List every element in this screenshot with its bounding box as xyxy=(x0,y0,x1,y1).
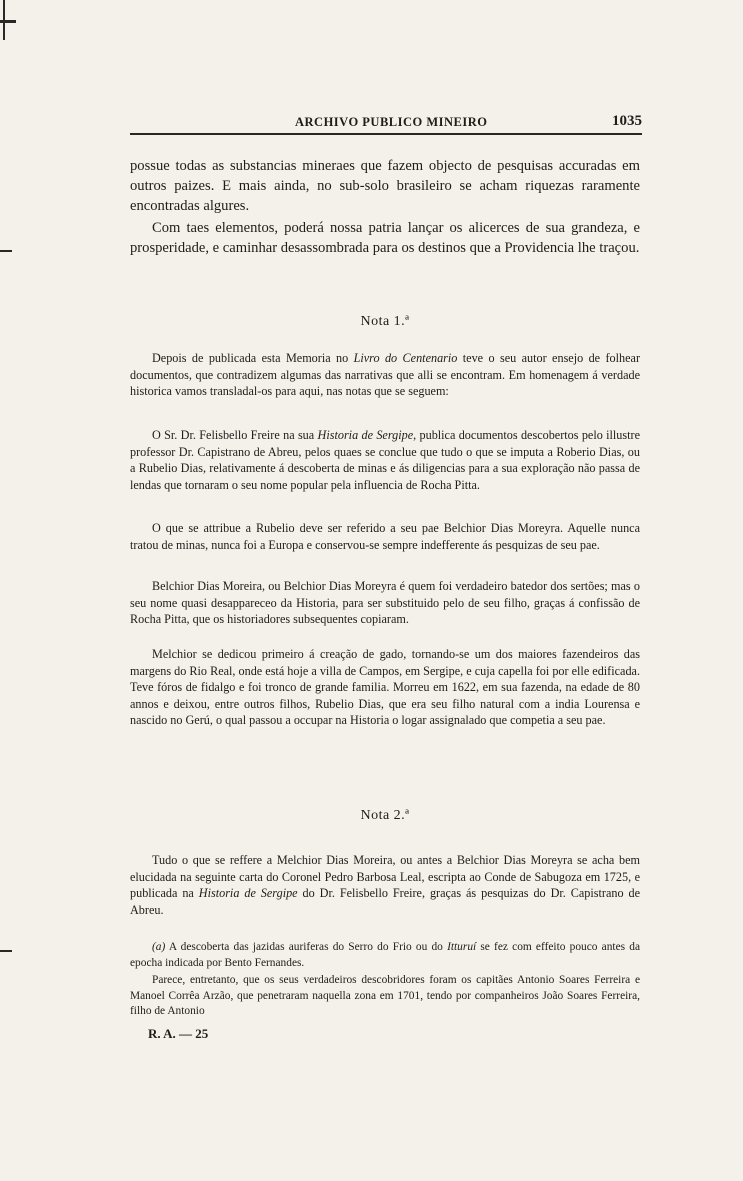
nota-1-paragraph-2: O Sr. Dr. Felisbello Freire na sua Historia de Sergipe, publica documentos descobertos pelo illustre professor Dr. Capistrano de Abreu, pelos quaes se conclue que tudo o que se imputa a Roberio Dias, ou a Rubelio Dias, relativamente á descoberta de minas e ás diligencias para a sua exploração não passa de lendas que tornaram o seu nome popular pela influencia de Rocha Pitta. xyxy=(130,428,640,492)
footnote-marker: (a) xyxy=(152,941,166,953)
scan-edge-mark-left xyxy=(3,0,5,40)
nota-1-paragraph-3: O que se attribue a Rubelio deve ser referido a seu pae Belchior Dias Moreyra. Aquelle nunca tratou de minas, nunca foi a Europa e conservou-se sempre indefferente ás pesquizas de seu pae. xyxy=(130,521,640,552)
footnote-paragraph-1: (a) A descoberta das jazidas auriferas do Serro do Frio ou do Itturuí se fez com effeito pouco antes da epocha indicada por Bento Fernandes. xyxy=(130,941,640,969)
page-header xyxy=(130,113,642,135)
intro-paragraph-2: Com taes elementos, poderá nossa patria lançar os alicerces de sua grandeza, e prosperidade, e caminhar desassombrada para os destinos que a Providencia lhe traçou. xyxy=(130,220,640,256)
nota-1-paragraph-4: Belchior Dias Moreira, ou Belchior Dias Moreyra é quem foi verdadeiro batedor dos sertões; mas o seu nome quasi desappareceo da Historia, para ser substituido pelo de seu filho, graças á confissão de Rocha Pitta, que os historiadores subsequentes copiaram. xyxy=(130,579,640,626)
nota-2-heading: Nota 2.ª xyxy=(360,808,410,823)
nota-1-heading: Nota 1.ª xyxy=(360,314,410,329)
footnote-paragraph-2: Parece, entretanto, que os seus verdadeiros descobridores foram os capitães Antonio Soares Ferreira e Manoel Corrêa Arzão, que penetraram naquella zona em 1701, tendo por companheiros João Soares Ferreira, filho de Antonio xyxy=(130,974,640,1017)
page-number: 1035 xyxy=(612,113,642,129)
nota-2-paragraph-1: Tudo o que se reffere a Melchior Dias Moreira, ou antes a Belchior Dias Moreyra se acha bem elucidada na seguinte carta do Coronel Pedro Barbosa Leal, escripta ao Conde de Sabugoza em 1725, e publicada na Historia de Sergipe do Dr. Felisbello Freire, graças ás pesquizas do Dr. Capistrano de Abreu. xyxy=(130,853,640,917)
signature-mark: R. A. — 25 xyxy=(148,1026,209,1041)
scan-edge-mark-middle xyxy=(0,250,12,252)
scan-edge-mark-bottom xyxy=(0,950,12,952)
nota-1-paragraph-5: Melchior se dedicou primeiro á creação de gado, tornando-se um dos maiores fazendeiros das margens do Rio Real, onde está hoje a villa de Campos, em Sergipe, e cuja capella foi por elle edificada. Teve fóros de fidalgo e foi tronco de grande familia. Morreu em 1622, em sua fazenda, na edade de 80 annos e deixou, entre outros filhos, Rubelio Dias, que era seu filho natural com a india Lourensa e nascido no Gerú, o qual passou a occupar na Historia o logar assignalado que competia a seu pae. xyxy=(130,647,640,727)
nota-1-paragraph-1: Depois de publicada esta Memoria no Livro do Centenario teve o seu autor ensejo de folhear documentos, que contradizem algumas das narrativas que alli se encontram. Em homenagem á verdade historica vamos transladal-os para aqui, nas notas que se seguem: xyxy=(130,351,641,398)
intro-paragraph-1: possue todas as substancias mineraes que fazem objecto de pesquisas accuradas em outros paizes. E mais ainda, no sub-solo brasileiro se acham riquezas raramente encontradas algures. xyxy=(130,158,640,214)
running-title: ARCHIVO PUBLICO MINEIRO xyxy=(295,115,488,129)
